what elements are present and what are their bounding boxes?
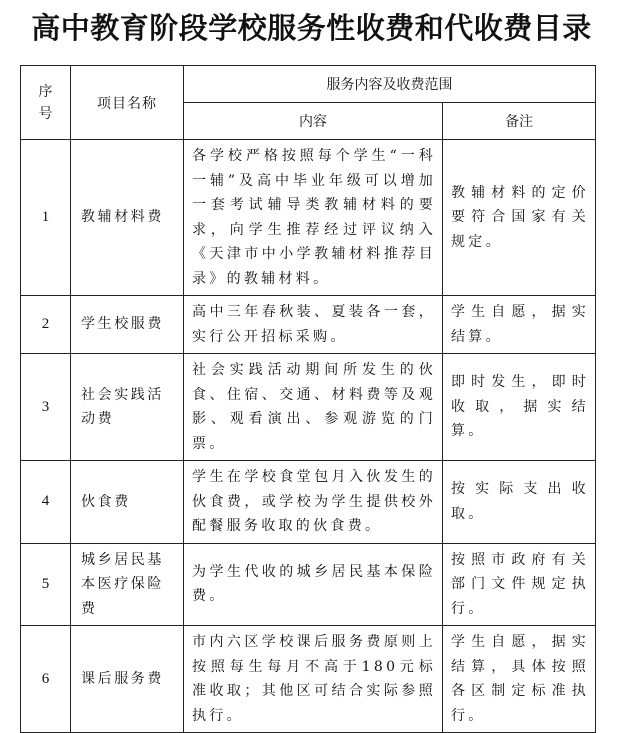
header-scope: 服务内容及收费范围 [184,66,596,103]
row-seq: 4 [21,461,71,544]
row-name: 城乡居民基本医疗保险费 [81,551,164,617]
row-content: 为学生代收的城乡居民基本保险费。 [192,563,436,605]
row-note: 学生自愿，据实结算，具体按照各区制定标准执行。 [451,634,589,724]
row-content: 学生在学校食堂包月入伙发生的伙食费，或学校为学生提供校外配餐服务收取的伙食费。 [192,469,436,534]
row-seq: 6 [21,626,71,733]
row-content: 市内六区学校课后服务费原则上按照每生每月不高于180元标准收取；其他区可结合实际参照执行。 [192,634,436,724]
row-name: 学生校服费 [81,316,164,333]
row-note: 即时发生，即时收取，据实结算。 [451,374,589,440]
row-name: 教辅材料费 [81,209,164,226]
table-row [21,543,596,626]
row-name: 社会实践活动费 [81,386,164,427]
table-row [21,354,596,461]
row-content: 高中三年春秋装、夏装各一套，实行公开招标采购。 [192,304,436,345]
fee-table [20,65,596,733]
row-seq: 5 [21,543,71,626]
row-content: 各学校严格按照每个学生“一科一辅”及高中毕业年级可以增加一套考试辅导类教辅材料的要求，向学生推荐经过评议纳入《天津市中小学教辅材料推荐目录》的教辅材料。 [192,148,436,287]
row-note: 教辅材料的定价要符合国家有关规定。 [451,184,589,250]
row-seq: 1 [21,140,71,296]
table-row [21,461,596,544]
header-seq: 序号 [21,66,71,140]
table-row [21,140,596,296]
row-note: 按实际支出收取。 [451,481,589,522]
document-title: 高中教育阶段学校服务性收费和代收费目录 [31,11,592,45]
row-seq: 3 [21,354,71,461]
row-content: 社会实践活动期间所发生的伙食、住宿、交通、材料费等及观影、观看演出、参观游览的门票。 [192,362,436,452]
table-row [21,626,596,733]
table-row [21,296,596,354]
header-note: 备注 [443,103,596,140]
row-name: 课后服务费 [81,670,164,687]
row-seq: 2 [21,296,71,354]
header-name: 项目名称 [71,66,184,140]
row-note: 学生自愿，据实结算。 [451,304,589,345]
row-name: 伙食费 [81,493,131,510]
header-content: 内容 [184,103,443,140]
row-note: 按照市政府有关部门文件规定执行。 [451,551,589,617]
